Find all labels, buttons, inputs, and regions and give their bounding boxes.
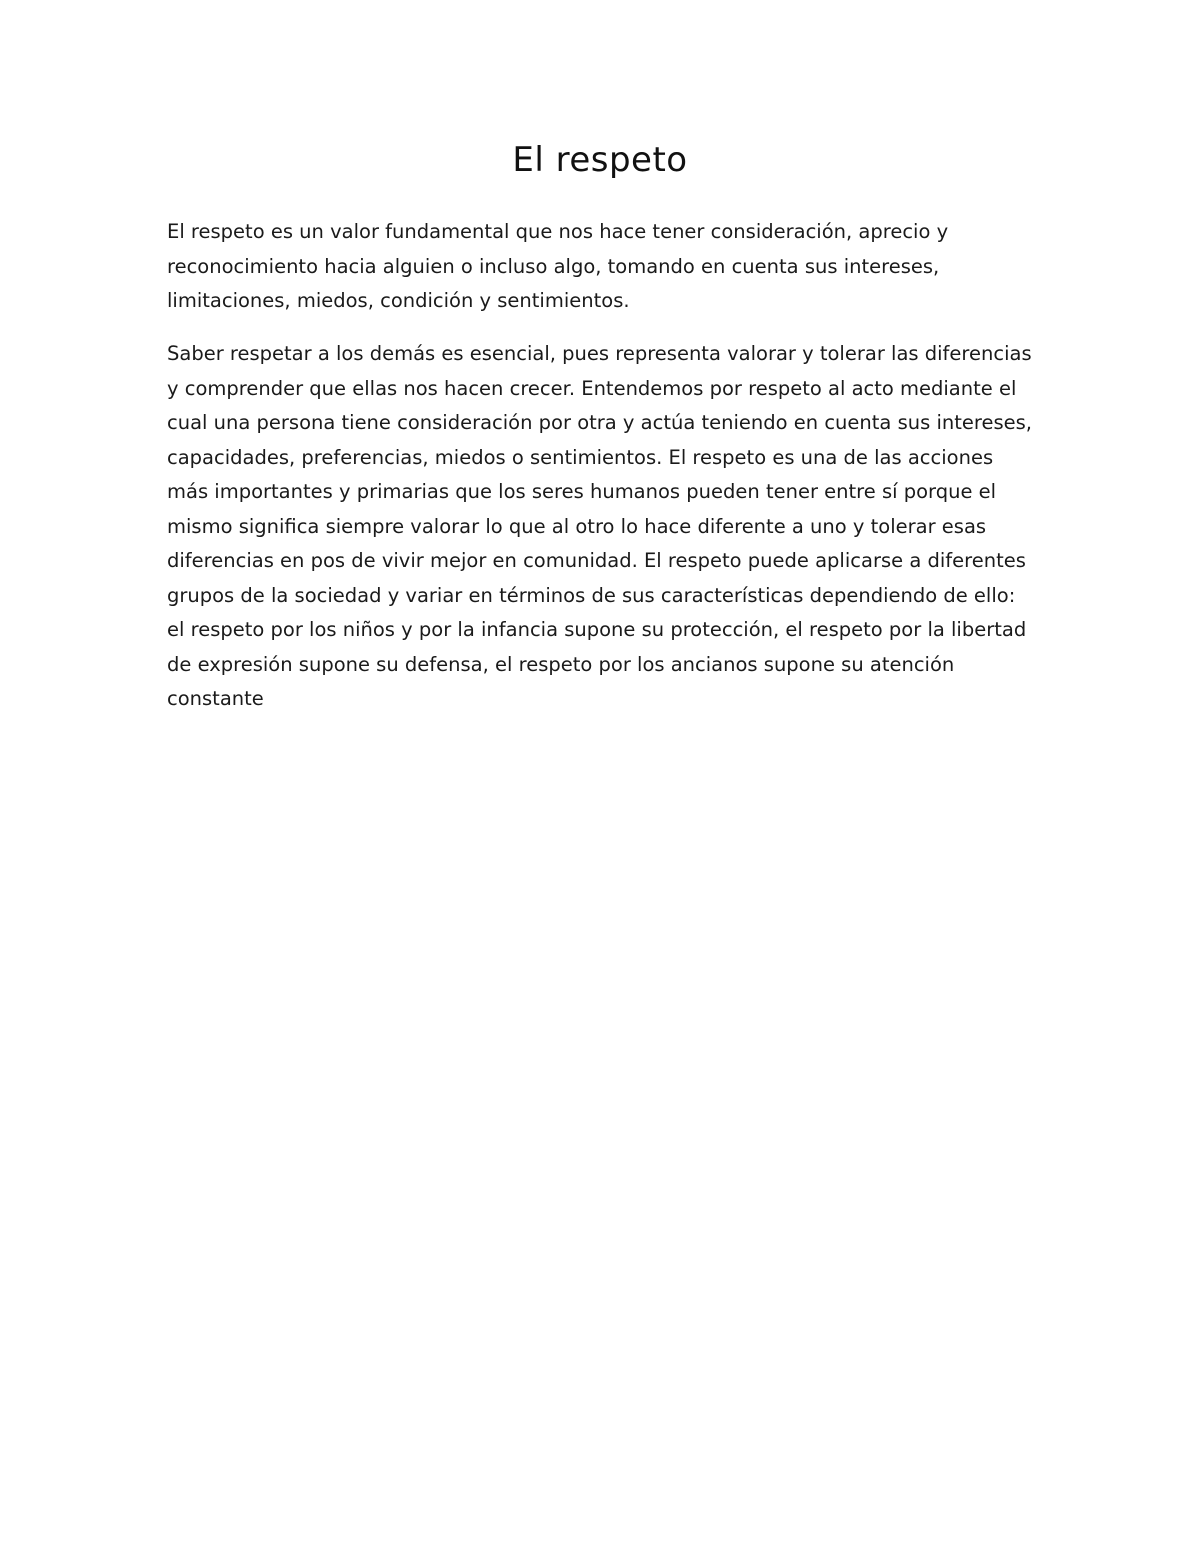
document-title: El respeto — [512, 140, 688, 180]
paragraph-2: Saber respetar a los demás es esencial, pues representa valorar y tolerar las diferencias y comprender que ellas nos hacen crecer. Entendemos por respeto al acto mediante el cual una persona tiene consideración por otra y actúa teniendo en cuenta sus intereses, capacidades, preferencias, miedos o sentimientos. El respeto es una de las acciones más importantes y primarias que los seres humanos pueden tener entre sí porque el mismo significa siempre valorar lo que al otro lo hace diferente a uno y tolerar esas diferencias en pos de vivir mejor en comunidad. El respeto puede aplicarse a diferentes grupos de la sociedad y variar en términos de sus características dependiendo de ello: el respeto por los niños y por la infancia supone su protección, el respeto por la libertad de expresión supone su defensa, el respeto por los ancianos supone su atención constante — [167, 342, 1032, 710]
paragraph-1: El respeto es un valor fundamental que nos hace tener consideración, aprecio y reconocimiento hacia alguien o incluso algo, tomando en cuenta sus intereses, limitaciones, miedos, condición y sentimientos. — [167, 220, 949, 312]
